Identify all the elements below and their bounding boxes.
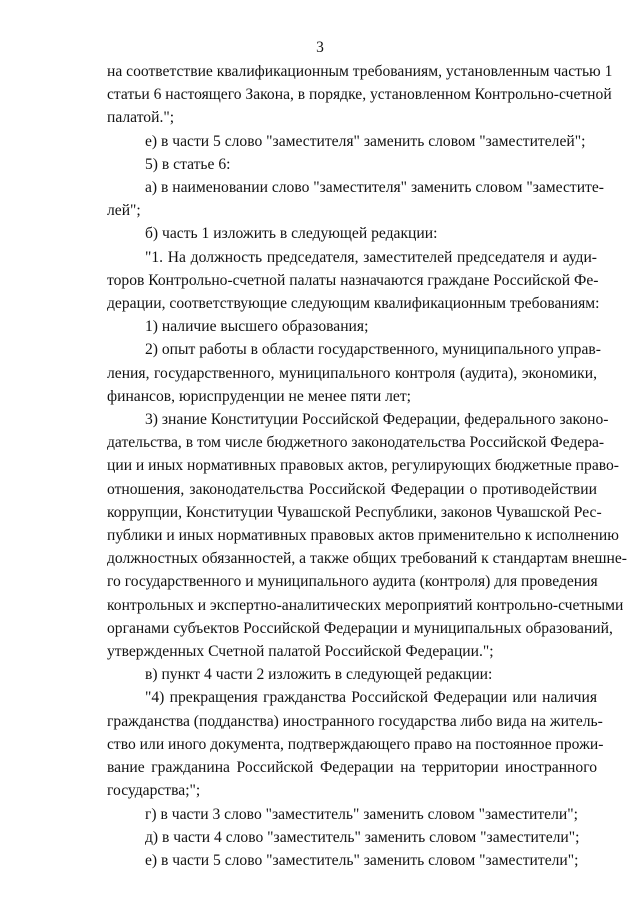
paragraph <box>107 60 613 130</box>
text-line: г) в части 3 слово "заместитель" заменить словом "заместители"; <box>145 805 578 823</box>
text-line: лей"; <box>107 202 141 220</box>
text-line: 1) наличие высшего образования; <box>145 318 369 336</box>
paragraph <box>107 130 597 153</box>
text-line: публики и иных нормативных правовых актов применительно к исполнению <box>107 527 619 545</box>
document-body <box>107 60 627 872</box>
text-line: коррупции, Конституции Чувашской Республики, законов Чувашской Рес- <box>107 503 602 521</box>
text-line: статьи 6 настоящего Закона, в порядке, установленном Контрольно-счетной <box>107 86 612 104</box>
text-line: 3) знание Конституции Российской Федерации, федерального законо- <box>145 411 609 429</box>
paragraph <box>107 246 600 316</box>
text-line: вание гражданина Российской Федерации на территории иностранного <box>107 759 597 777</box>
paragraph <box>107 315 597 338</box>
text-line: е) в части 5 слово "заместитель" заменить словом "заместители"; <box>145 851 579 869</box>
text-line: дательства, в том числе бюджетного законодательства Российской Федера- <box>107 434 605 452</box>
text-line: ство или иного документа, подтверждающего право на постоянное прожи- <box>107 735 604 753</box>
text-line: торов Контрольно-счетной палаты назначаются граждане Российской Фе- <box>107 271 599 289</box>
paragraph <box>107 153 597 176</box>
text-line: "4) прекращения гражданства Российской Федерации или наличия <box>145 689 597 707</box>
text-line: ления, государственного, муниципального контроля (аудита), экономики, <box>107 364 597 382</box>
text-line: финансов, юриспруденции не менее пяти лет; <box>107 387 412 405</box>
text-line: отношения, законодательства Российской Федерации о противодействии <box>107 480 597 498</box>
paragraph <box>107 826 597 849</box>
text-line: утвержденных Счетной палатой Российской Федерации."; <box>107 643 494 661</box>
text-line: должностных обязанностей, а также общих требований к стандартам внешне- <box>107 550 627 568</box>
paragraph <box>107 803 597 826</box>
text-line: гражданства (подданства) иностранного государства либо вида на житель- <box>107 712 603 730</box>
text-line: на соответствие квалификационным требованиям, установленным частью 1 <box>107 63 613 80</box>
text-line: го государственного и муниципального аудита (контроля) для проведения <box>107 573 598 591</box>
text-line: палатой."; <box>107 109 175 127</box>
text-line: контрольных и экспертно-аналитических мероприятий контрольно-счетными <box>107 596 624 614</box>
paragraph <box>107 408 627 663</box>
text-line: в) пункт 4 части 2 изложить в следующей редакции: <box>145 666 493 684</box>
text-line: а) в наименовании слово "заместителя" заменить словом "заместите- <box>145 179 604 197</box>
text-line: "1. На должность председателя, заместителей председателя и ауди- <box>145 248 597 266</box>
paragraph <box>107 338 601 408</box>
paragraph <box>107 663 597 686</box>
paragraph <box>107 686 604 802</box>
paragraph <box>107 176 604 222</box>
text-line: 5) в статье 6: <box>145 155 231 173</box>
paragraph <box>107 222 597 245</box>
paragraph <box>107 849 597 872</box>
text-line: дерации, соответствующие следующим квалификационным требованиям: <box>107 295 600 313</box>
text-line: д) в части 4 слово "заместитель" заменить словом "заместители"; <box>145 828 580 846</box>
text-line: е) в части 5 слово "заместителя" заменить словом "заместителей"; <box>145 132 586 150</box>
text-line: органами субъектов Российской Федерации и муниципальных образований, <box>107 619 613 637</box>
text-line: б) часть 1 изложить в следующей редакции: <box>145 225 438 243</box>
page-number: 3 <box>316 39 324 56</box>
text-line: 2) опыт работы в области государственного, муниципального управ- <box>145 341 601 359</box>
text-line: государства;"; <box>107 782 201 800</box>
text-line: ции и иных нормативных правовых актов, регулирующих бюджетные право- <box>107 457 619 475</box>
